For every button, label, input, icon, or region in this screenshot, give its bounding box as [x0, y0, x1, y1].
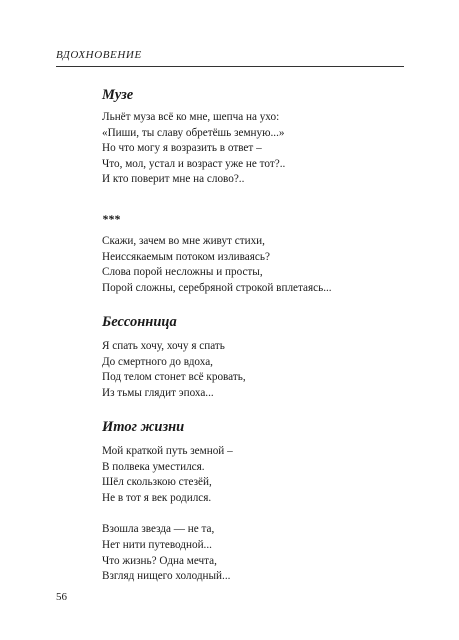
verse-line: Порой сложны, серебряной строкой вплетаясь...: [102, 281, 332, 294]
stanza: [102, 522, 402, 584]
verse-line: Неиссякаемым потоком изливаясь?: [102, 250, 270, 263]
verse-line: И кто поверит мне на слово?..: [102, 173, 245, 186]
verse-line: Взгляд нищего холодный...: [102, 570, 231, 583]
poems-column: [102, 84, 402, 585]
verse-line: Не в тот я век родился.: [102, 491, 212, 504]
verse-line: Льнёт муза всё ко мне, шепча на ухо:: [102, 111, 280, 123]
verse-line: «Пиши, ты славу обретёшь земную...»: [102, 126, 285, 139]
poem-title: ***: [102, 212, 120, 226]
poem: [102, 84, 402, 210]
poem: [102, 311, 402, 416]
poem: [102, 416, 402, 585]
verse-line: В полвека уместился.: [102, 460, 205, 473]
verse-line: Взошла звезда — не та,: [102, 523, 215, 536]
stanza: [102, 110, 402, 188]
poem-title: Итог жизни: [102, 419, 185, 435]
poem-title: Музе: [102, 87, 134, 103]
verse-line: Нет нити путеводной...: [102, 538, 212, 551]
verse-line: Я спать хочу, хочу я спать: [102, 340, 225, 352]
verse-line: Мой краткой путь земной –: [102, 445, 233, 457]
verse-line: Слова порой несложны и просты,: [102, 266, 263, 279]
verse-line: Что, мол, устал и возраст уже не тот?..: [102, 157, 286, 170]
verse-line: Шёл скользкою стезёй,: [102, 476, 212, 489]
stanza: [102, 444, 402, 506]
stanza: [102, 339, 402, 401]
poem-title: Бессонница: [102, 314, 177, 330]
verse-line: Что жизнь? Одна мечта,: [102, 554, 217, 567]
verse-line: Но что могу я возразить в ответ –: [102, 142, 262, 155]
running-head: ВДОХНОВЕНИЕ: [56, 49, 142, 61]
header-rule: [56, 66, 404, 67]
verse-line: Под телом стонет всё кровать,: [102, 371, 246, 384]
verse-line: До смертного до вдоха,: [102, 355, 213, 368]
poem: [102, 210, 402, 311]
verse-line: Из тьмы глядит эпоха...: [102, 386, 214, 399]
page-number: 56: [56, 591, 67, 603]
stanza: [102, 234, 402, 296]
verse-line: Скажи, зачем во мне живут стихи,: [102, 235, 265, 247]
